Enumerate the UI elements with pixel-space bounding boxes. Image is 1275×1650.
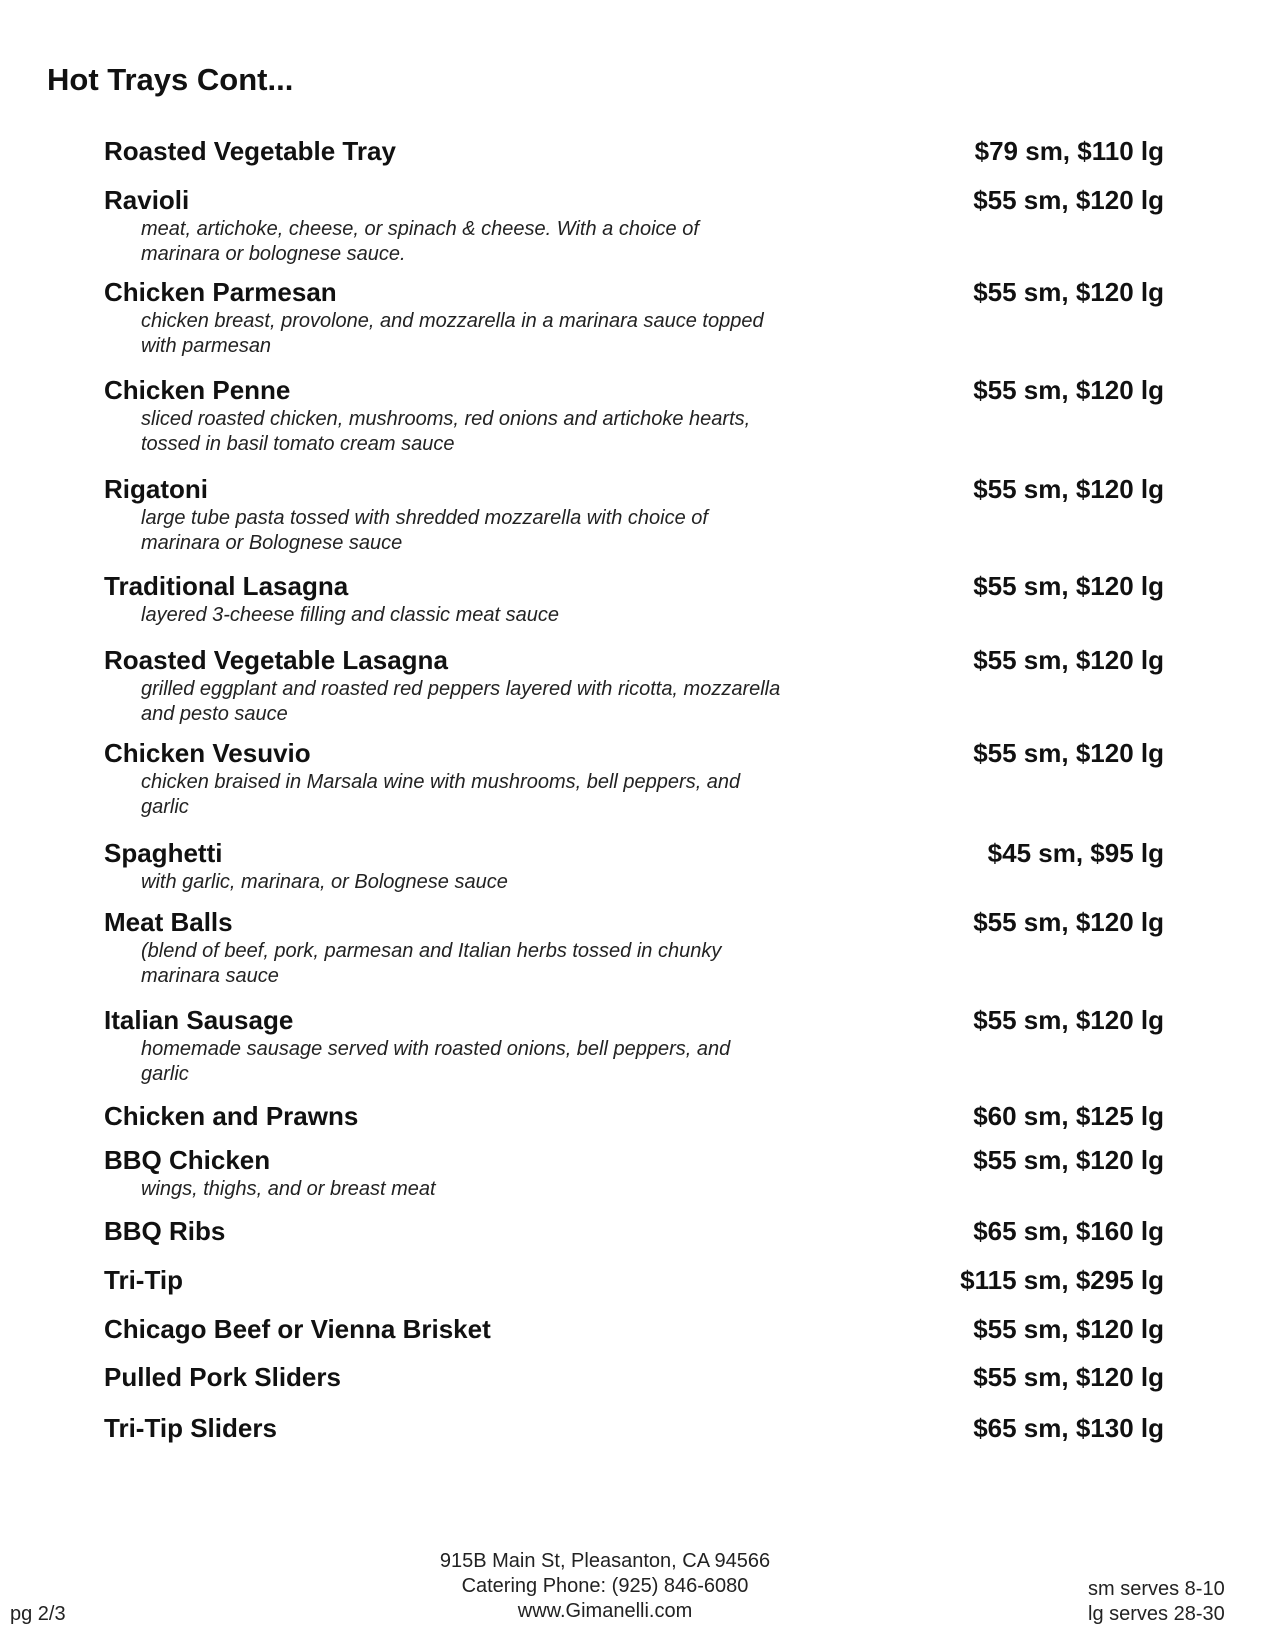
- footer-address-line: 915B Main St, Pleasanton, CA 94566: [439, 1550, 771, 1572]
- item-price: $55 sm, $120 lg: [973, 1145, 1164, 1175]
- menu-item: [104, 836, 1164, 895]
- item-description: large tube pasta tossed with shredded mozzarella with choice of marinara or Bolognese sauce: [141, 507, 708, 554]
- menu-item: [104, 905, 1164, 989]
- item-name: Chicago Beef or Vienna Brisket: [104, 1314, 491, 1344]
- menu-item: [104, 1411, 1164, 1445]
- item-price: $55 sm, $120 lg: [973, 375, 1164, 405]
- item-name: Italian Sausage: [104, 1005, 294, 1035]
- item-price: $55 sm, $120 lg: [973, 185, 1164, 215]
- item-name: BBQ Ribs: [104, 1216, 226, 1246]
- item-price: $55 sm, $120 lg: [973, 1362, 1164, 1392]
- item-price: $55 sm, $120 lg: [973, 1005, 1164, 1035]
- serves-large: lg serves 28-30: [1088, 1603, 1225, 1625]
- item-price: $79 sm, $110 lg: [974, 136, 1164, 166]
- section-title: Hot Trays Cont...: [47, 62, 294, 97]
- menu-item: [104, 1214, 1164, 1248]
- item-price: $60 sm, $125 lg: [973, 1101, 1164, 1131]
- item-price: $45 sm, $95 lg: [987, 838, 1164, 868]
- item-price: $55 sm, $120 lg: [973, 907, 1164, 937]
- menu-item: [104, 1143, 1164, 1202]
- item-name: Chicken Penne: [104, 375, 291, 405]
- item-name: Rigatoni: [104, 474, 208, 504]
- menu-item: [104, 134, 1164, 168]
- footer-contact: [0, 1549, 1210, 1624]
- menu-item: [104, 472, 1164, 556]
- item-description: grilled eggplant and roasted red peppers layered with ricotta, mozzarella and pesto sauce: [141, 678, 781, 725]
- item-price: $55 sm, $120 lg: [973, 571, 1164, 601]
- item-name: Roasted Vegetable Tray: [104, 136, 396, 166]
- item-description: with garlic, marinara, or Bolognese sauce: [141, 871, 508, 893]
- item-price: $55 sm, $120 lg: [973, 1314, 1164, 1344]
- item-name: Spaghetti: [104, 838, 223, 868]
- item-description: homemade sausage served with roasted onions, bell peppers, and garlic: [141, 1038, 731, 1085]
- page-number: pg 2/3: [10, 1603, 66, 1625]
- footer-phone-line: Catering Phone: (925) 846-6080: [461, 1575, 749, 1597]
- item-price: $65 sm, $160 lg: [973, 1216, 1164, 1246]
- menu-item: [104, 1263, 1164, 1297]
- footer-website-link[interactable]: www.Gimanelli.com: [517, 1600, 693, 1622]
- menu-item: [104, 1003, 1164, 1087]
- item-price: $55 sm, $120 lg: [973, 277, 1164, 307]
- item-name: Tri-Tip Sliders: [104, 1413, 277, 1443]
- item-name: BBQ Chicken: [104, 1145, 271, 1175]
- item-name: Ravioli: [104, 185, 190, 215]
- item-description: wings, thighs, and or breast meat: [141, 1178, 436, 1200]
- menu-item: [104, 373, 1164, 457]
- item-name: Chicken and Prawns: [104, 1101, 359, 1131]
- menu-item: [104, 183, 1164, 267]
- serves-small: sm serves 8-10: [1088, 1578, 1225, 1600]
- menu-item: [104, 736, 1164, 820]
- menu-item: [104, 569, 1164, 628]
- item-price: $115 sm, $295 lg: [960, 1265, 1164, 1295]
- item-description: sliced roasted chicken, mushrooms, red onions and artichoke hearts, tossed in basil tomato cream sauce: [141, 408, 751, 455]
- item-name: Roasted Vegetable Lasagna: [104, 645, 448, 675]
- item-name: Tri-Tip: [104, 1265, 183, 1295]
- item-name: Traditional Lasagna: [104, 571, 349, 601]
- menu-item: [104, 1099, 1164, 1133]
- item-price: $55 sm, $120 lg: [973, 738, 1164, 768]
- menu-item: [104, 1360, 1164, 1394]
- menu-item: [104, 1312, 1164, 1346]
- menu-item: [104, 643, 1164, 727]
- item-name: Pulled Pork Sliders: [104, 1362, 341, 1392]
- serving-sizes: [1088, 1577, 1225, 1627]
- item-description: layered 3-cheese filling and classic meat sauce: [141, 604, 559, 626]
- item-description: chicken breast, provolone, and mozzarella in a marinara sauce topped with parmesan: [141, 310, 764, 357]
- item-description: meat, artichoke, cheese, or spinach & cheese. With a choice of marinara or bolognese sauce.: [141, 218, 699, 265]
- menu-item: [104, 275, 1164, 359]
- item-name: Chicken Parmesan: [104, 277, 337, 307]
- item-name: Chicken Vesuvio: [104, 738, 311, 768]
- item-description: chicken braised in Marsala wine with mushrooms, bell peppers, and garlic: [141, 771, 741, 818]
- item-price: $65 sm, $130 lg: [973, 1413, 1164, 1443]
- item-description: (blend of beef, pork, parmesan and Italian herbs tossed in chunky marinara sauce: [141, 940, 722, 987]
- item-price: $55 sm, $120 lg: [973, 645, 1164, 675]
- item-price: $55 sm, $120 lg: [973, 474, 1164, 504]
- item-name: Meat Balls: [104, 907, 233, 937]
